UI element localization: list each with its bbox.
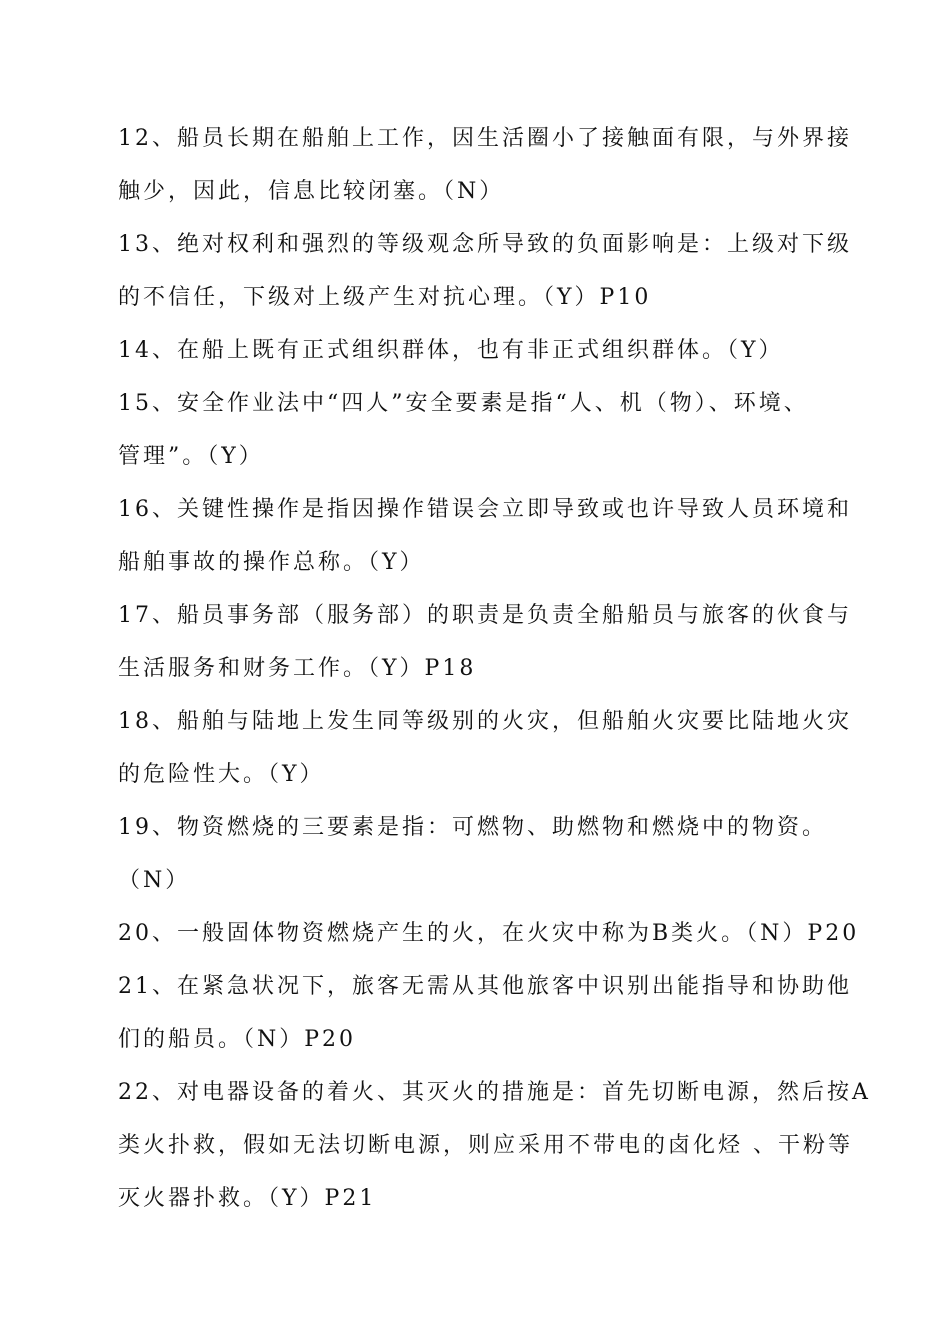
question-text-line: 触少，因此，信息比较闭塞。（N） — [118, 179, 505, 204]
question-text-line: 生活服务和财务工作。（Y）P18 — [118, 656, 477, 681]
question-13 — [118, 218, 852, 324]
question-text-line: 17、船员事务部（服务部）的职责是负责全船船员与旅客的伙食与 — [118, 603, 852, 628]
question-text-line: 的不信任，下级对上级产生对抗心理。（Y）P10 — [118, 285, 652, 310]
question-20 — [118, 907, 860, 960]
question-21 — [118, 960, 852, 1066]
question-text-line: 船舶事故的操作总称。（Y） — [118, 550, 425, 575]
question-text-line: 管理”。（Y） — [118, 444, 264, 469]
question-list — [118, 112, 871, 1225]
question-text-line: 的危险性大。（Y） — [118, 762, 325, 787]
question-text-line: 类火扑救，假如无法切断电源，则应采用不带电的卤化烃 、干粉等 — [118, 1133, 853, 1158]
question-19 — [118, 801, 838, 907]
question-18 — [118, 695, 852, 801]
question-text-line: 21、在紧急状况下，旅客无需从其他旅客中识别出能指导和协助他 — [118, 974, 852, 999]
question-16 — [118, 483, 852, 589]
question-text-line: 22、对电器设备的着火、其灭火的措施是：首先切断电源，然后按A — [118, 1080, 871, 1105]
question-text-line: 13、绝对权利和强烈的等级观念所导致的负面影响是：上级对下级 — [118, 232, 852, 257]
question-text-line: 们的船员。（N）P20 — [118, 1027, 357, 1052]
question-17 — [118, 589, 852, 695]
question-text-line: 20、一般固体物资燃烧产生的火，在火灾中称为B类火。（N）P20 — [118, 921, 860, 946]
question-text-line: 15、安全作业法中“四人”安全要素是指“人、机（物）、环境、 — [118, 391, 809, 416]
question-text-line: 18、船舶与陆地上发生同等级别的火灾，但船舶火灾要比陆地火灾 — [118, 709, 852, 734]
question-text-line: （N） — [118, 868, 191, 893]
question-text-line: 16、关键性操作是指因操作错误会立即导致或也许导致人员环境和 — [118, 497, 852, 522]
question-15 — [118, 377, 838, 483]
question-text-line: 19、物资燃烧的三要素是指：可燃物、助燃物和燃烧中的物资。 — [118, 815, 827, 840]
question-22 — [118, 1066, 871, 1225]
question-text-line: 灭火器扑救。（Y）P21 — [118, 1186, 377, 1211]
question-text-line: 14、在船上既有正式组织群体，也有非正式组织群体。（Y） — [118, 338, 784, 363]
question-text-line: 12、船员长期在船舶上工作，因生活圈小了接触面有限，与外界接 — [118, 126, 852, 151]
question-14 — [118, 324, 838, 377]
question-12 — [118, 112, 852, 218]
